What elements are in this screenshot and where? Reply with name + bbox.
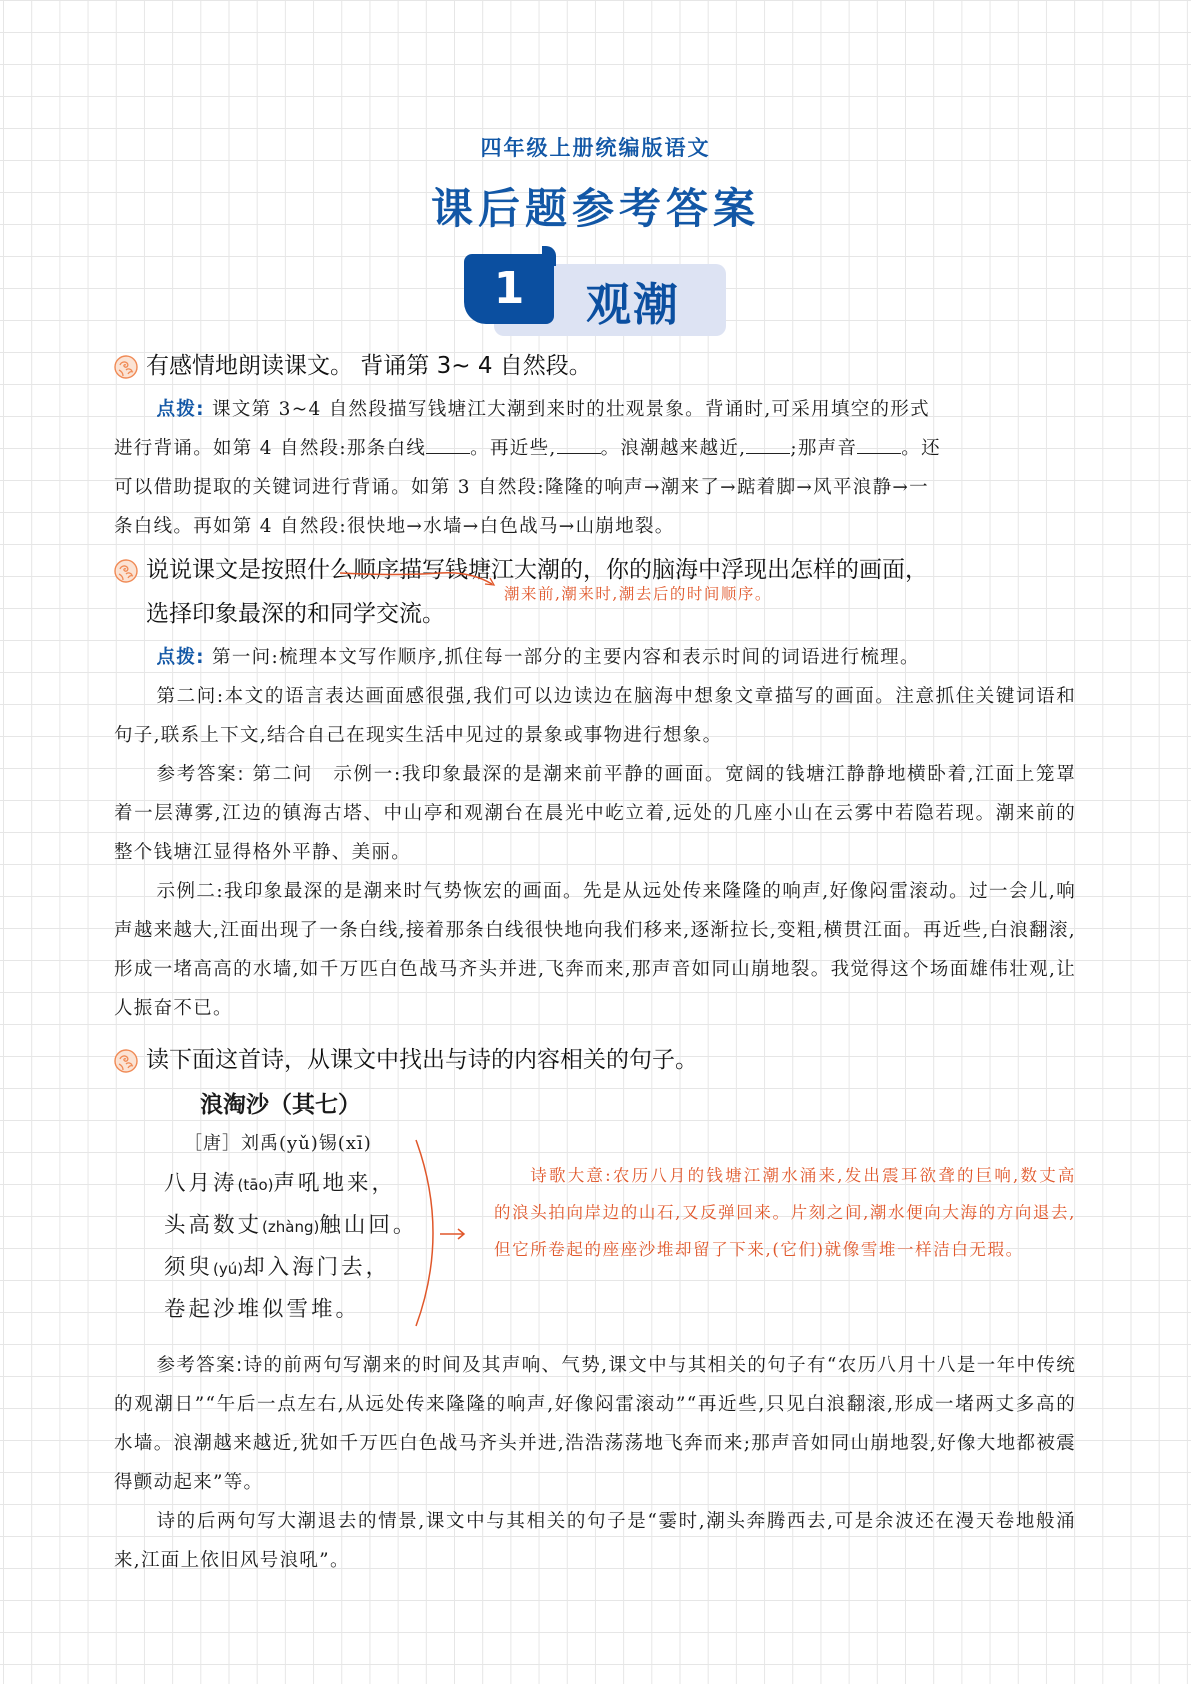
question-2-line1: 说说课文是按照什么顺序描写钱塘江大潮的，你的脑海中浮现出怎样的画面， <box>146 557 928 583</box>
answer-label: 参考答案: <box>156 1355 244 1376</box>
poem-text: 却入海门去， <box>243 1255 391 1280</box>
poem-meaning <box>494 1157 1076 1268</box>
poem-line <box>164 1166 396 1197</box>
hint-text: 条白线。再如第 4 自然段:很快地→水墙→白色战马→山崩地裂。 <box>114 516 675 537</box>
fill-blank <box>746 452 790 454</box>
swirl-bullet-icon <box>114 355 138 379</box>
poem-text: 触山回。 <box>319 1213 418 1238</box>
bracket-arrow <box>410 1138 470 1328</box>
question-3-text: 读下面这首诗，从课文中找出与诗的内容相关的句子。 <box>146 1047 698 1073</box>
poem-text: 八月涛 <box>164 1171 238 1196</box>
fill-blank <box>557 452 601 454</box>
hint-text: 。浪潮越来越近, <box>600 438 747 459</box>
hint-text: 可以借助提取的关键词进行背诵。如第 3 自然段:隆隆的响声→潮来了→踮着脚→风平浪静→一 <box>114 477 929 498</box>
answer-text: 诗的前两句写潮来的时间及其声响、气势,课文中与其相关的句子有“农历八月十八是一年中传统的观潮日”“午后一点左右,从远处传来隆隆的响声,好像闷雷滚动”“再近些,只见白浪翻滚,形成一堵两丈多高的水墙。浪潮越来越近,犹如千万匹白色战马齐头并进,浩浩荡荡地飞奔而来;那声音如同山崩地裂,好像大地都被震得颤动起来”等。 <box>114 1355 1077 1493</box>
answer-text: 第二问 示例一:我印象最深的是潮来前平静的画面。宽阔的钱塘江静静地横卧着,江面上笼罩着一层薄雾,江边的镇海古塔、中山亭和观潮台在晨光中屹立着,远处的几座小山在云雾中若隐若现。潮来前的整个钱塘江显得格外平静、美丽。 <box>114 764 1076 863</box>
answer-text: 诗的后两句写大潮退去的情景,课文中与其相关的句子是“霎时,潮头奔腾西去,可是余波还在漫天卷地般涌来,江面上依旧风号浪吼”。 <box>114 1511 1076 1571</box>
hint-text: 进行背诵。如第 4 自然段:那条白线 <box>114 438 427 459</box>
poem-text: 头高数丈 <box>164 1213 263 1238</box>
poem-text: 须臾 <box>164 1255 214 1280</box>
pinyin: (tāo) <box>237 1176 274 1194</box>
hint-text: 。再近些, <box>470 438 557 459</box>
poem-line <box>164 1250 390 1281</box>
poem-line <box>164 1292 360 1323</box>
hint-label: 点拨: <box>156 399 205 420</box>
question-1 <box>114 346 1074 386</box>
question-3 <box>114 1040 1074 1080</box>
hint-text: ;那声音 <box>790 438 858 459</box>
hint-text: 课文第 3~4 自然段描写钱塘江大潮到来时的壮观景象。背诵时,可采用填空的形式 <box>212 399 930 420</box>
hint-text: 第二问:本文的语言表达画面感很强,我们可以边读边在脑海中想象文章描写的画面。注意抓住关键词语和句子,联系上下文,结合自己在现实生活中见过的景象或事物进行想象。 <box>114 686 1076 746</box>
poem-meaning-text: 诗歌大意:农历八月的钱塘江潮水涌来,发出震耳欲聋的巨响,数丈高的浪头拍向岸边的山石,又反弹回来。片刻之间,潮水便向大海的方向退去,但它所卷起的座座沙堆却留了下来,(它们)就像雪堆一样洁白无瑕。 <box>494 1166 1076 1259</box>
annotation-note: 潮来前,潮来时,潮去后的时间顺序。 <box>504 585 772 603</box>
swirl-bullet-icon <box>114 1049 138 1073</box>
fill-blank <box>426 452 470 454</box>
q2-hint <box>114 638 1076 1028</box>
poem-author: ［唐］刘禹(yǔ)锡(xī) <box>184 1133 372 1154</box>
fill-blank <box>857 452 901 454</box>
swirl-bullet-icon <box>114 559 138 583</box>
hint-text: 。还 <box>901 438 941 459</box>
poem-text: 声吼地来， <box>273 1171 396 1196</box>
poem-title: 浪淘沙（其七） <box>200 1092 361 1118</box>
poem-line <box>164 1208 417 1239</box>
lesson-title: 观潮 <box>586 278 681 331</box>
book-subtitle: 四年级上册统编版语文 <box>480 135 711 160</box>
answer-text: 示例二:我印象最深的是潮来时气势恢宏的画面。先是从远处传来隆隆的响声,好像闷雷滚动。过一会儿,响声越来越大,江面出现了一条白线,接着那条白线很快地向我们移来,逐渐拉长,变粗,横贯江面。再近些,白浪翻滚,形成一堵高高的水墙,如千万匹白色战马齐头并进,飞奔而来,那声音如同山崩地裂。我觉得这个场面雄伟壮观,让人振奋不已。 <box>114 881 1076 1019</box>
answer-label: 参考答案: <box>156 764 245 785</box>
lesson-number: 1 <box>464 254 554 324</box>
lesson-badge <box>464 246 726 338</box>
hint-label: 点拨: <box>156 647 205 668</box>
question-1-text: 有感情地朗读课文。 背诵第 3~ 4 自然段。 <box>146 353 592 379</box>
q3-answer <box>114 1346 1076 1580</box>
pinyin: (zhàng) <box>262 1218 320 1236</box>
poem-text: 卷起沙堆似雪堆。 <box>164 1297 361 1322</box>
annotation-underline-arrow <box>340 570 498 592</box>
hint-text: 第一问:梳理本文写作顺序,抓住每一部分的主要内容和表示时间的词语进行梳理。 <box>212 647 920 668</box>
pinyin: (yú) <box>213 1260 244 1278</box>
question-2-line2: 选择印象最深的和同学交流。 <box>146 601 445 627</box>
q1-hint <box>114 390 1076 546</box>
page-title: 课后题参考答案 <box>430 184 760 233</box>
